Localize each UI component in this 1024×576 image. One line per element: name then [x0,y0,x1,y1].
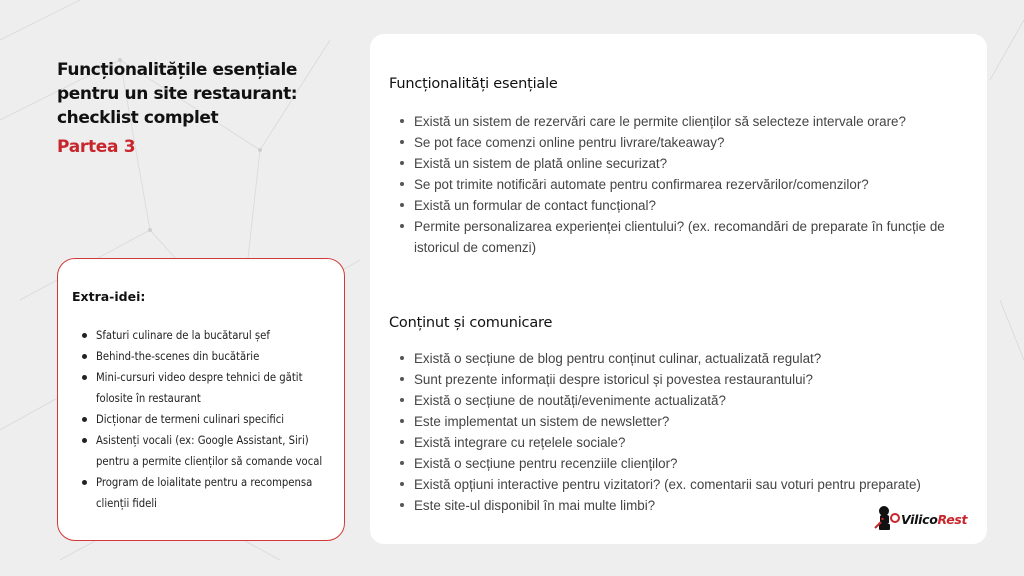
extra-ideas-heading: Extra-idei: [72,289,146,304]
logo-text [901,512,967,527]
list-item: Există un formular de contact funcțional? [400,195,975,216]
list-item: Este implementat un sistem de newsletter? [400,411,975,432]
page-title: Funcționalitățile esențiale pentru un site restaurant: checklist complet [57,60,298,128]
list-item: Există opțiuni interactive pentru vizitatori? (ex. comentarii sau voturi pentru preparate) [400,474,975,495]
extra-ideas-card [57,258,345,541]
list-item: Există un sistem de rezervări care le permite clienților să selecteze intervale orare? [400,111,975,132]
list-item: Este site-ul disponibil în mai multe limbi? [400,495,975,516]
logo-text-part1: Vilico [901,511,938,527]
list-item: Există integrare cu rețelele sociale? [400,432,975,453]
list-item: Dicționar de termeni culinari specifici [72,409,337,430]
page-subtitle: Partea 3 [57,137,136,157]
list-item: Behind-the-scenes din bucătărie [72,346,337,367]
list-item: Sunt prezente informații despre istoricul și povestea restaurantului? [400,369,975,390]
logo-text-part2: Rest [937,511,968,527]
list-item: Există un sistem de plată online securizat? [400,153,975,174]
chef-robot-icon [873,504,903,534]
vilicorest-logo [873,504,983,534]
list-item: Există o secțiune pentru recenziile clienților? [400,453,975,474]
checklist-card [370,34,987,544]
list-item: Mini-cursuri video despre tehnici de gătit folosite în restaurant [72,367,337,409]
list-item: Există o secțiune de noutăți/evenimente actualizată? [400,390,975,411]
content-list [400,348,975,516]
list-item: Program de loialitate pentru a recompensa clienții fideli [72,472,337,514]
functionalities-list [400,111,975,258]
list-item: Se pot trimite notificări automate pentru confirmarea rezervărilor/comenzilor? [400,174,975,195]
list-item: Sfaturi culinare de la bucătarul șef [72,325,337,346]
list-item: Există o secțiune de blog pentru conținut culinar, actualizată regulat? [400,348,975,369]
section-title-content: Conținut și comunicare [389,315,553,331]
list-item: Se pot face comenzi online pentru livrare/takeaway? [400,132,975,153]
section-title-functionalities: Funcționalități esențiale [389,76,558,92]
list-item: Permite personalizarea experienței clientului? (ex. recomandări de preparate în funcție de istoricul de comenzi) [400,216,975,258]
list-item: Asistenți vocali (ex: Google Assistant, Siri) pentru a permite clienților să comande vocal [72,430,337,472]
extra-ideas-list [72,325,337,514]
